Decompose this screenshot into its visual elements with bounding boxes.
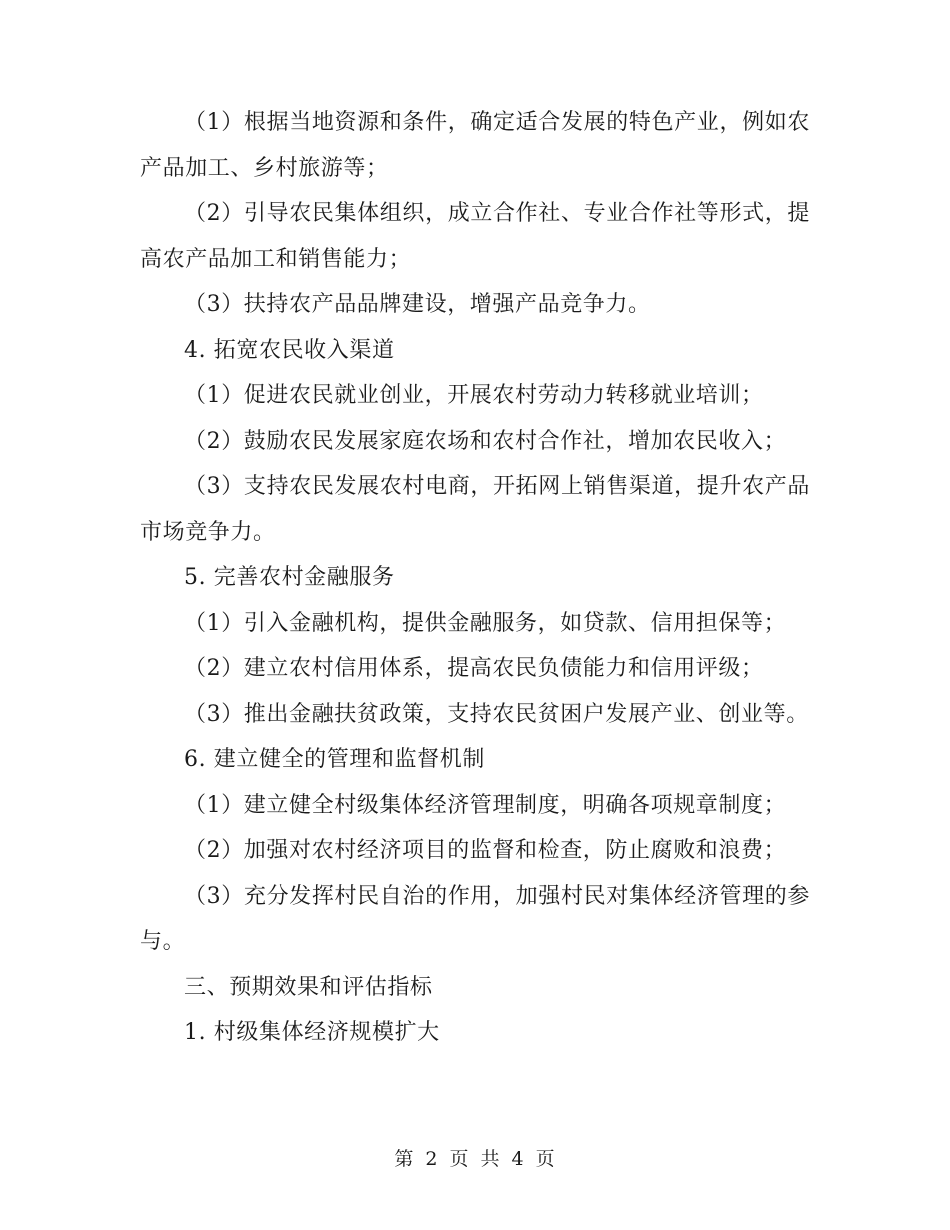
paragraph-item-4-2: （2）鼓励农民发展家庭农场和农村合作社，增加农民收入；: [184, 428, 787, 454]
section-heading-6: 6. 建立健全的管理和监督机制: [184, 747, 485, 772]
paragraph-item-1-1: （1）根据当地资源和条件，确定适合发展的特色产业，例如农产品加工、乡村旅游等；: [140, 110, 810, 181]
section-heading-4: 4. 拓宽农民收入渠道: [184, 337, 395, 363]
paragraph-item-5-1: （1）引入金融机构，提供金融服务，如贷款、信用担保等；: [184, 610, 787, 636]
section-heading-1: 1. 村级集体经济规模扩大: [184, 1020, 440, 1045]
paragraph-item-1-2: （2）引导农民集体组织，成立合作社、专业合作社等形式，提高农产品加工和销售能力；: [140, 201, 810, 272]
chapter-heading-3: 三、预期效果和评估指标: [184, 974, 433, 1000]
paragraph-item-6-2: （2）加强对农村经济项目的监督和检查，防止腐败和浪费；: [184, 838, 787, 863]
paragraph-item-5-2: （2）建立农村信用体系，提高农民负债能力和信用评级；: [184, 656, 764, 681]
paragraph-item-4-1: （1）促进农民就业创业，开展农村劳动力转移就业培训；: [184, 383, 764, 408]
paragraph-item-1-3: （3）扶持农产品品牌建设，增强产品竞争力。: [184, 292, 651, 317]
paragraph-item-4-3: （3）支持农民发展农村电商，开拓网上销售渠道，提升农产品市场竞争力。: [140, 474, 810, 545]
paragraph-item-6-1: （1）建立健全村级集体经济管理制度，明确各项规章制度；: [184, 792, 787, 818]
paragraph-item-6-3: （3）充分发挥村民自治的作用，加强村民对集体经济管理的参与。: [140, 883, 810, 954]
section-heading-5: 5. 完善农村金融服务: [184, 565, 395, 590]
page-body: [140, 100, 810, 1056]
paragraph-item-5-3: （3）推出金融扶贫政策，支持农民贫困户发展产业、创业等。: [184, 701, 809, 727]
page-footer: 第 2 页 共 4 页: [394, 1148, 556, 1170]
